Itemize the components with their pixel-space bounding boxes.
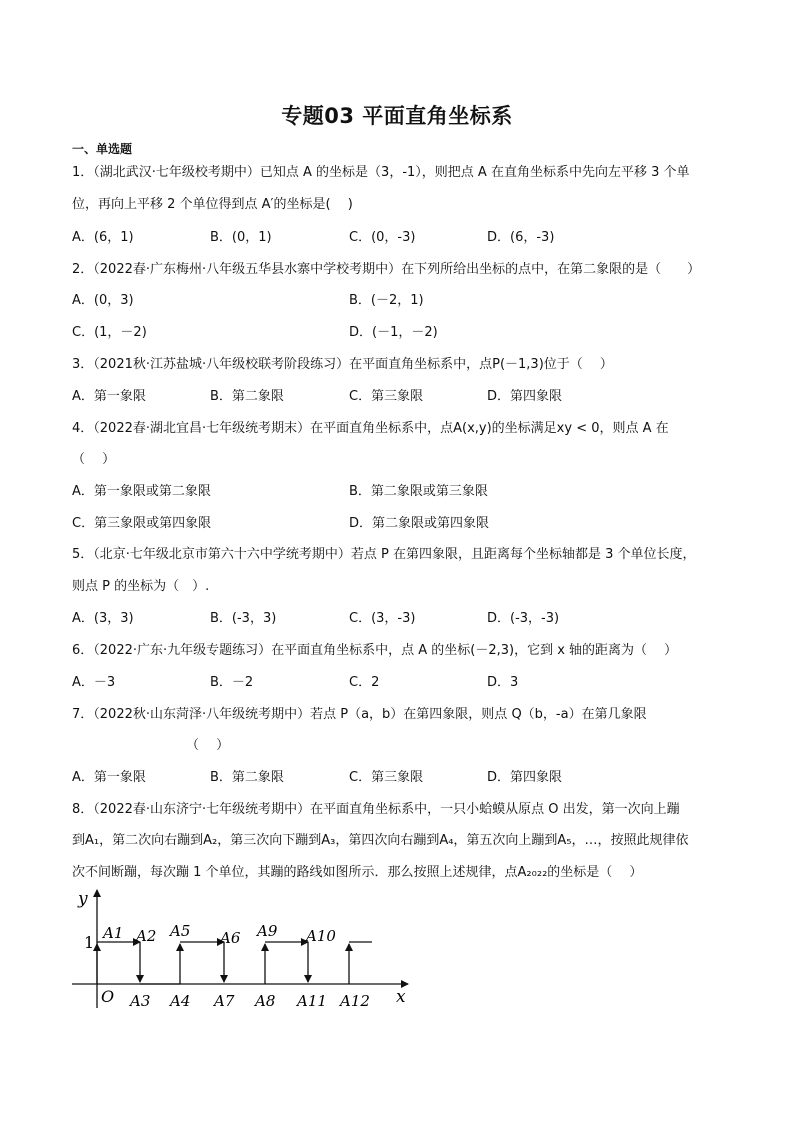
question-7-line-2: （ ） xyxy=(186,738,230,753)
point-label-a3: A3 xyxy=(130,992,151,1010)
question-1-option-a: A．(6，1) xyxy=(72,230,134,245)
question-3-option-c: C．第三象限 xyxy=(349,389,424,404)
question-5-option-d: D．(-3，-3) xyxy=(487,611,560,626)
question-4-line-2: （ ） xyxy=(72,452,116,467)
question-1-option-b: B．(0，1) xyxy=(210,230,272,245)
question-5-line-2: 则点 P 的坐标为（ ）. xyxy=(72,579,210,594)
question-1-line-2: 位，再向上平移 2 个单位得到点 A′的坐标是( ) xyxy=(72,197,353,212)
point-label-a2: A2 xyxy=(136,927,157,945)
unit-label: 1 xyxy=(84,933,95,952)
question-8-line-3: 次不间断蹦，每次蹦 1 个单位，其蹦的路线如图所示．那么按照上述规律，点A₂₀₂₂的坐标是（ ） xyxy=(72,865,643,880)
point-label-a10: A10 xyxy=(306,927,336,945)
x-axis-label: x xyxy=(396,987,406,1007)
question-6-option-b: B．－2 xyxy=(210,675,254,690)
question-1-option-d: D．(6，-3) xyxy=(487,230,555,245)
y-axis-label: y xyxy=(78,889,88,909)
origin-label: O xyxy=(101,987,115,1006)
question-7-option-c: C．第三象限 xyxy=(349,770,424,785)
point-label-a9: A9 xyxy=(257,922,278,940)
question-4-option-c: C．第三象限或第四象限 xyxy=(72,516,212,531)
question-7-option-d: D．第四象限 xyxy=(487,770,563,785)
question-7-option-a: A．第一象限 xyxy=(72,770,146,785)
frog-path-figure xyxy=(70,886,420,1016)
question-8-line-2: 到A₁，第二次向右蹦到A₂，第三次向下蹦到A₃，第四次向右蹦到A₄，第五次向上蹦到A₅，…，按照此规律依 xyxy=(72,833,689,848)
point-label-a11: A11 xyxy=(297,992,327,1010)
question-6-option-d: D．3 xyxy=(487,675,519,690)
question-5-option-c: C．(3，-3) xyxy=(349,611,416,626)
question-2-option-c: C．(1，－2) xyxy=(72,325,147,340)
question-2-line-1: 2．（2022春·广东梅州·八年级五华县水寨中学校考期中）在下列所给出坐标的点中，在第二象限的是（ ） xyxy=(72,262,701,277)
question-3-line-1: 3．（2021秋·江苏盐城·八年级校联考阶段练习）在平面直角坐标系中，点P(－1,3)位于（ ） xyxy=(72,357,613,372)
question-3-option-d: D．第四象限 xyxy=(487,389,563,404)
point-label-a4: A4 xyxy=(170,992,191,1010)
question-4-option-d: D．第二象限或第四象限 xyxy=(349,516,490,531)
question-4-option-b: B．第二象限或第三象限 xyxy=(349,484,488,499)
question-2-option-b: B．(－2，1) xyxy=(349,293,424,308)
question-3-option-b: B．第二象限 xyxy=(210,389,284,404)
question-7-line-1: 7．（2022秋·山东菏泽·八年级统考期中）若点 P（a，b）在第四象限，则点 Q（b，-a）在第几象限 xyxy=(72,707,647,722)
point-label-a7: A7 xyxy=(214,992,235,1010)
question-5-option-a: A．(3，3) xyxy=(72,611,134,626)
question-1-line-1: 1．（湖北武汉·七年级校考期中）已知点 A 的坐标是（3，-1），则把点 A 在直角坐标系中先向左平移 3 个单 xyxy=(72,165,690,180)
question-5-option-b: B．(-3，3) xyxy=(210,611,277,626)
question-6-option-a: A．－3 xyxy=(72,675,116,690)
question-2-option-a: A．(0，3) xyxy=(72,293,134,308)
question-6-line-1: 6．（2022·广东·九年级专题练习）在平面直角坐标系中，点 A 的坐标(－2,3)，它到 x 轴的距离为（ ） xyxy=(72,643,678,658)
page-title: 专题03 平面直角坐标系 xyxy=(281,104,513,128)
question-6-option-c: C．2 xyxy=(349,675,380,690)
section-heading: 一、单选题 xyxy=(72,142,133,156)
point-label-a5: A5 xyxy=(170,922,191,940)
question-8-line-1: 8．（2022春·山东济宁·七年级统考期中）在平面直角坐标系中，一只小蛤蟆从原点 O 出发，第一次向上蹦 xyxy=(72,802,680,817)
question-2-option-d: D．(－1，－2) xyxy=(349,325,438,340)
question-4-line-1: 4．（2022春·湖北宜昌·七年级统考期末）在平面直角坐标系中，点A(x,y)的坐标满足xy < 0，则点 A 在 xyxy=(72,421,669,436)
question-3-option-a: A．第一象限 xyxy=(72,389,146,404)
point-label-a8: A8 xyxy=(255,992,276,1010)
point-label-a12: A12 xyxy=(340,992,370,1010)
question-5-line-1: 5．（北京·七年级北京市第六十六中学统考期中）若点 P 在第四象限，且距离每个坐标轴都是 3 个单位长度， xyxy=(72,547,696,562)
question-7-option-b: B．第二象限 xyxy=(210,770,284,785)
point-label-a1: A1 xyxy=(103,924,124,942)
question-4-option-a: A．第一象限或第二象限 xyxy=(72,484,211,499)
question-1-option-c: C．(0，-3) xyxy=(349,230,416,245)
point-label-a6: A6 xyxy=(220,929,241,947)
